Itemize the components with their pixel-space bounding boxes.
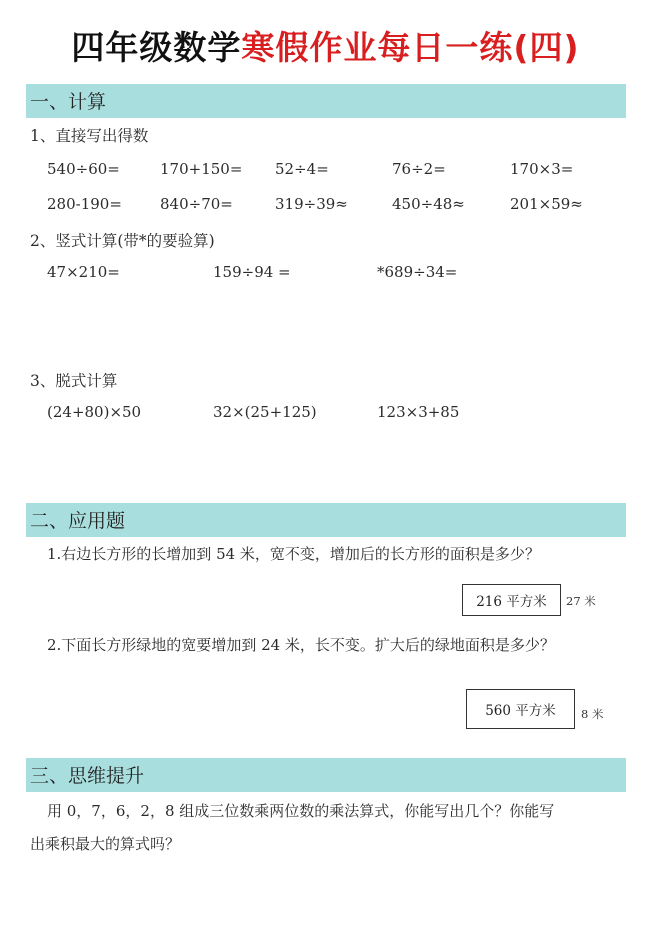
section-title-word: 二、应用题: [30, 510, 126, 532]
q3-title: 3、脱式计算: [30, 372, 118, 390]
rectangle-area-box-1: [462, 584, 561, 616]
section-header-think: [26, 758, 626, 792]
think-text-line-2: 出乘积最大的算式吗？: [30, 835, 181, 853]
oral-item: 319÷39≈: [275, 195, 348, 213]
vertical-item: 159÷94 =: [213, 263, 291, 281]
vertical-item: *689÷34=: [377, 263, 458, 281]
oral-item: 540÷60=: [47, 160, 120, 178]
step-item: 123×3+85: [377, 403, 460, 421]
rectangle-area-2: 560 平方米: [485, 703, 556, 719]
word-problem-2: 2.下面长方形绿地的宽要增加到 24 米，长不变。扩大后的绿地面积是多少？: [47, 636, 555, 654]
oral-item: 76÷2=: [392, 160, 446, 178]
step-item: 32×(25+125): [213, 403, 317, 421]
title-grade: 四年级数学: [71, 28, 242, 67]
think-text-line-1: 用 0，7，6，2，8 组成三位数乘两位数的乘法算式，你能写出几个？你能写: [47, 802, 555, 820]
oral-item: 201×59≈: [510, 195, 583, 213]
rectangle-area-1: 216 平方米: [476, 594, 547, 610]
vertical-item: 47×210=: [47, 263, 120, 281]
rectangle-area-box-2: [466, 689, 575, 729]
section-title-think: 三、思维提升: [30, 765, 145, 787]
title-homework: 寒假作业每日一练(四): [241, 28, 580, 67]
section-header-word: [26, 503, 626, 537]
section-title-calc: 一、计算: [30, 91, 107, 113]
oral-item: 52÷4=: [275, 160, 329, 178]
q1-title: 1、直接写出得数: [30, 127, 149, 145]
oral-item: 840÷70=: [160, 195, 233, 213]
section-header-calc: [26, 84, 626, 118]
oral-item: 170+150=: [160, 160, 243, 178]
word-problem-1: 1.右边长方形的长增加到 54 米，宽不变，增加后的长方形的面积是多少？: [47, 545, 540, 563]
page-title: [0, 22, 651, 69]
oral-item: 450÷48≈: [392, 195, 465, 213]
rectangle-side-1: 27 米: [566, 594, 596, 608]
q2-title: 2、竖式计算(带*的要验算): [30, 232, 215, 250]
oral-item: 280-190=: [47, 195, 122, 213]
rectangle-side-2: 8 米: [581, 707, 604, 721]
step-item: (24+80)×50: [47, 403, 142, 421]
oral-item: 170×3=: [510, 160, 574, 178]
